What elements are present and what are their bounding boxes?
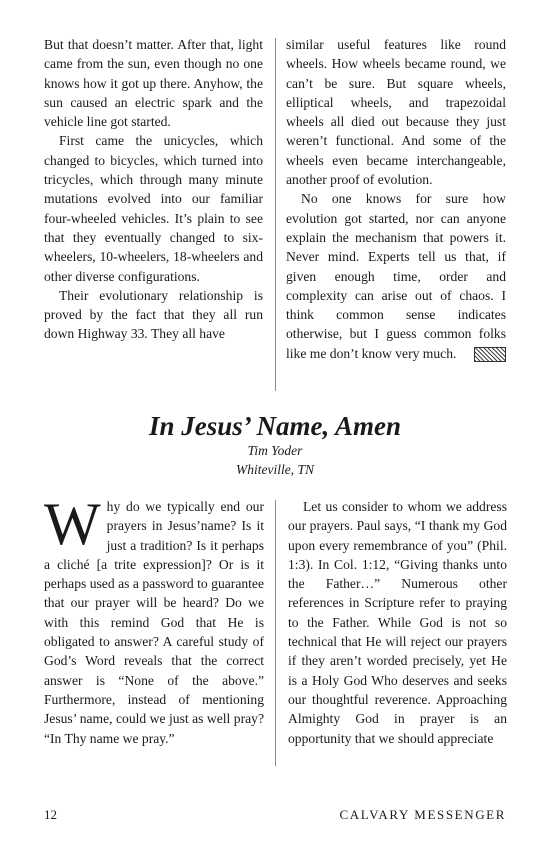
article-paragraph-1 xyxy=(44,491,264,748)
prev-paragraph-3: Their evolutionary relationship is proved by the fact that they all run down Highway 33. They all have xyxy=(44,287,263,342)
prev-article-left-column xyxy=(44,35,263,344)
prev-paragraph-2: First came the unicycles, which changed to bicycles, which turned into tricycles, which through many minute mutations evolved into our familiar four-wheeled vehicles. It’s plain to see that they eventually changed to six-wheelers, 10-wheelers, 18-wheelers and other diverse configurations. xyxy=(44,133,263,284)
article-right-column xyxy=(288,497,507,748)
prev-paragraph-5: No one knows for sure how evolution got started, nor can anyone explain the mechanism that powers it. Never mind. Experts tell us that, if given enough time, order and complexity can arise out of chaos. I think common sense indicates otherwise, but I guess common folks like me don’t know very much. xyxy=(286,191,506,361)
article-paragraph-1-text: hy do we typically end our prayers in Jesus’name? Is it just a tradition? Is it perhaps a cliché [a trite expression]? Or is it perhaps used as a password to guarantee that our prayer will be heard? Do we with this remind God that He is obligated to answer? A careful study of God’s Word reveals that the correct answer is “None of the above.” Furthermore, instead of mentioning Jesus’ name, could we just as well pray? “In Thy name we pray.” xyxy=(44,499,264,746)
drop-cap: W xyxy=(44,491,101,557)
prev-paragraph-4: similar useful features like round wheels. How wheels became round, we can’t be sure. But square wheels, elliptical wheels, and trapezoidal wheels all died out because they just weren’t functional. And some of the wheels even became interchangeable, another proof of evolution. xyxy=(286,37,506,188)
prev-paragraph-1: But that doesn’t matter. After that, light came from the sun, even though no one knows how it got up there. Anyhow, the sun caused an electric spark and the vehicle line got started. xyxy=(44,37,263,130)
prev-paragraph-5-wrap xyxy=(286,189,506,363)
article-paragraph-2: Let us consider to whom we address our prayers. Paul says, “I thank my God upon every remembrance of you” (Phil. 1:3). In Col. 1:12, “Giving thanks unto the Father…” Numerous other references in Scripture refer to praying to the Father. While God is not so technical that He will reject our prayers if they aren’t worded precisely, yet He is a Holy God Who deserves and seeks our thoughtful reverence. Approaching Almighty God in prayer is an opportunity that we should appreciate xyxy=(288,499,507,746)
column-divider-bottom xyxy=(275,500,276,766)
prev-article-right-column xyxy=(286,35,506,363)
column-divider-top xyxy=(275,38,276,391)
article-location: Whiteville, TN xyxy=(236,462,314,477)
page-number: 12 xyxy=(44,807,57,822)
article-author: Tim Yoder xyxy=(247,443,303,458)
article-left-column xyxy=(44,491,264,748)
publication-name: CALVARY MESSENGER xyxy=(339,807,506,822)
end-of-article-ornament-icon xyxy=(474,347,506,362)
article-title: In Jesus’ Name, Amen xyxy=(148,411,402,441)
